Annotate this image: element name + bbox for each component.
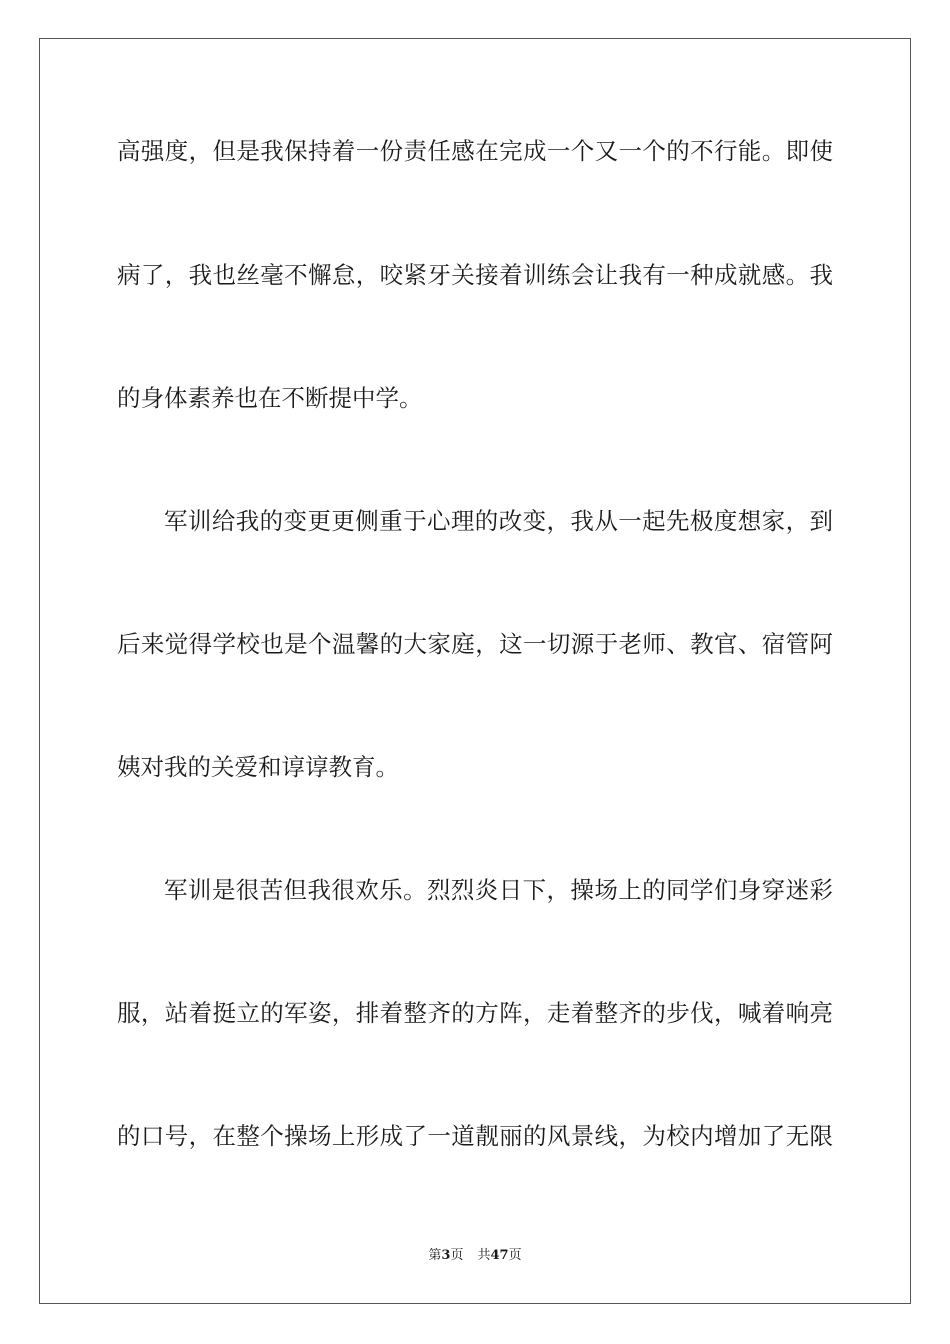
paragraph-first-line: 军训给我的变更更侧重于心理的改变，我从一起先极度想家，到	[164, 507, 833, 535]
total-suffix: 页	[508, 1248, 522, 1263]
total-pages: 47	[490, 1248, 509, 1263]
text-line: 服，站着挺立的军姿，排着整齐的方阵，走着整齐的步伐，喊着响亮	[117, 999, 833, 1027]
page-suffix: 页	[450, 1248, 464, 1263]
text-line: 的口号，在整个操场上形成了一道靓丽的风景线，为校内增加了无限	[117, 1122, 833, 1150]
text-line: 的身体素养也在不断提中学。	[117, 384, 423, 412]
paragraph-first-line: 军训是很苦但我很欢乐。烈烈炎日下，操场上的同学们身穿迷彩	[164, 876, 833, 904]
text-line: 病了，我也丝毫不懈怠，咬紧牙关接着训练会让我有一种成就感。我	[117, 261, 833, 289]
text-line: 姨对我的关爱和谆谆教育。	[117, 753, 399, 781]
page-number: 3	[441, 1248, 451, 1263]
page-border	[39, 38, 911, 1304]
page-footer	[0, 1247, 950, 1265]
total-prefix: 共	[477, 1248, 491, 1263]
page-prefix: 第	[428, 1248, 442, 1263]
text-line: 高强度，但是我保持着一份责任感在完成一个又一个的不行能。即使	[117, 137, 833, 165]
text-line: 后来觉得学校也是个温馨的大家庭，这一切源于老师、教官、宿管阿	[117, 630, 833, 658]
